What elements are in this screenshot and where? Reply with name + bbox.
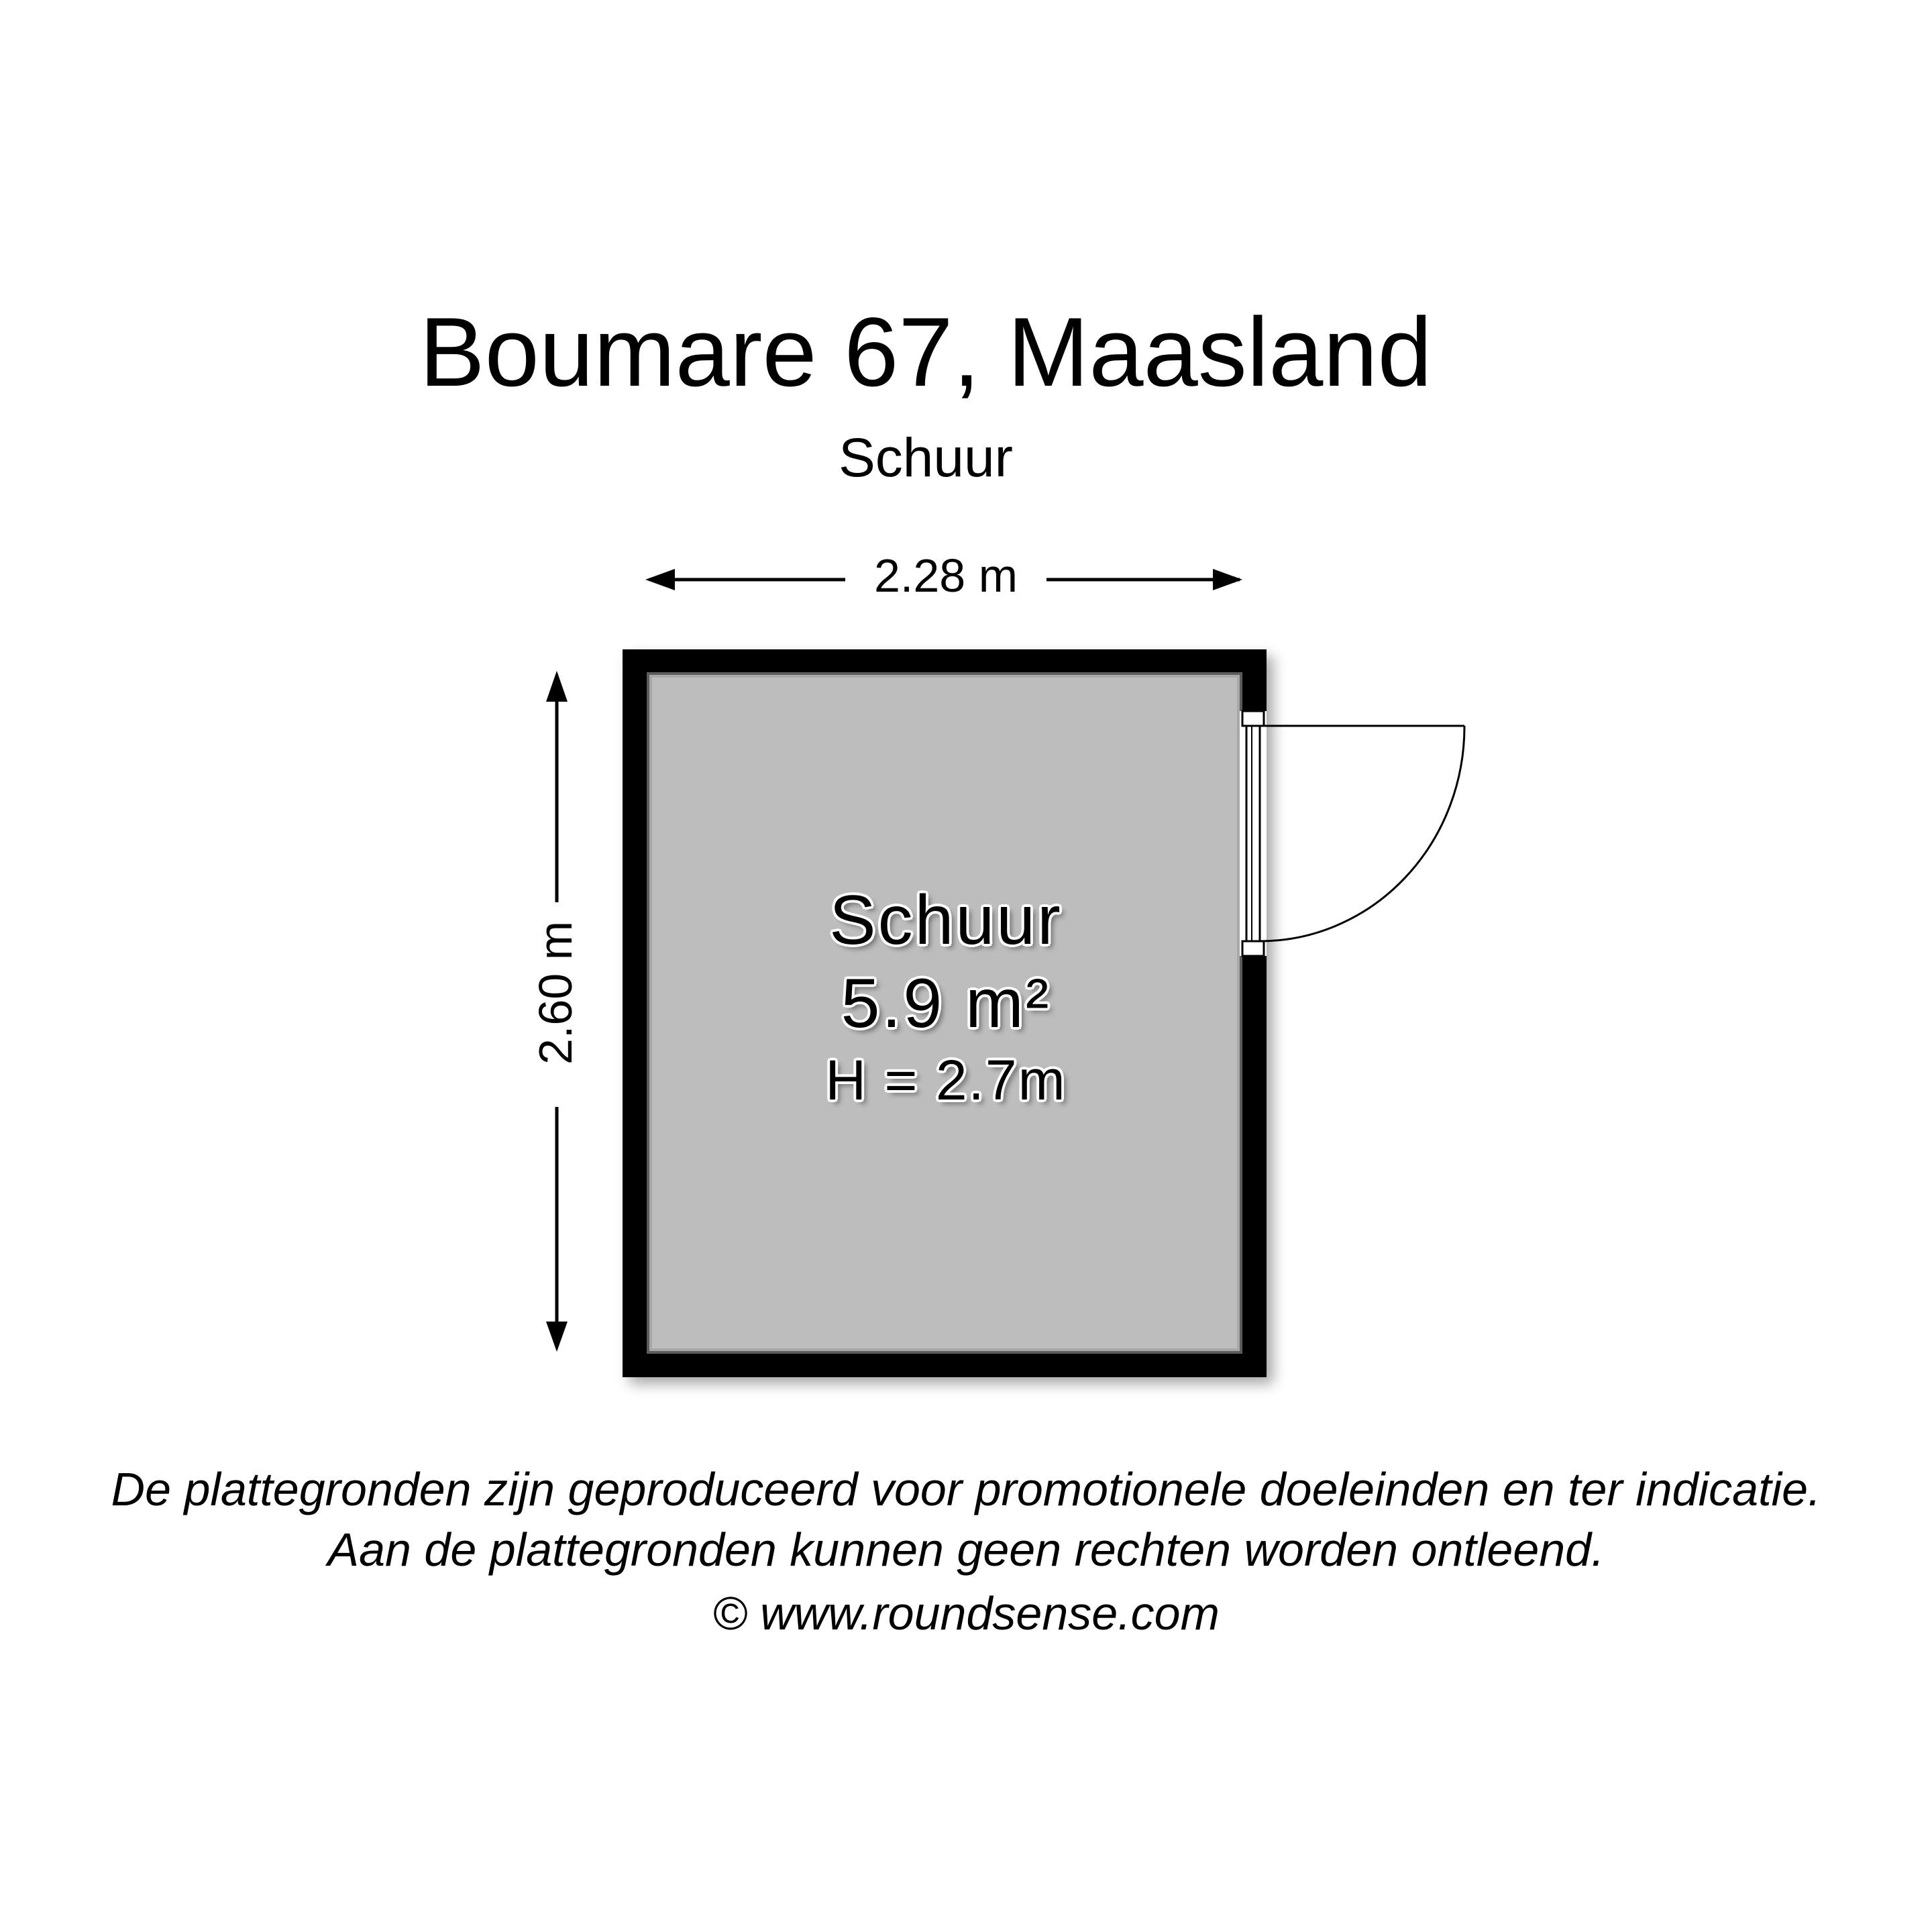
room-area: 5.9 m²	[841, 965, 1051, 1042]
door-jamb-bottom	[1242, 941, 1264, 956]
width-arrowhead-left	[645, 569, 675, 590]
door-opening	[1240, 711, 1267, 956]
plan-title: Boumare 67, Maasland	[419, 297, 1432, 407]
depth-arrowhead-top	[546, 671, 568, 702]
room-name: Schuur	[829, 881, 1063, 959]
width-label: 2.28 m	[845, 549, 1046, 602]
door-swing-arc	[1260, 726, 1464, 941]
depth-label: 2.60 m	[529, 921, 582, 1065]
copyright-line: © www.roundsense.com	[712, 1587, 1220, 1640]
room-height: H = 2.7m	[825, 1049, 1067, 1112]
floor-name: Schuur	[839, 427, 1013, 488]
depth-arrowhead-bottom	[546, 1322, 568, 1352]
door-jamb-top	[1242, 711, 1264, 726]
door	[1240, 711, 1464, 956]
width-arrowhead-right	[1213, 569, 1242, 590]
disclaimer-line-2: Aan de plattegronden kunnen geen rechten worden ontleend.	[327, 1523, 1605, 1576]
disclaimer-line-1: De plattegronden zijn geproduceerd voor promotionele doeleinden en ter indicatie.	[111, 1463, 1821, 1515]
